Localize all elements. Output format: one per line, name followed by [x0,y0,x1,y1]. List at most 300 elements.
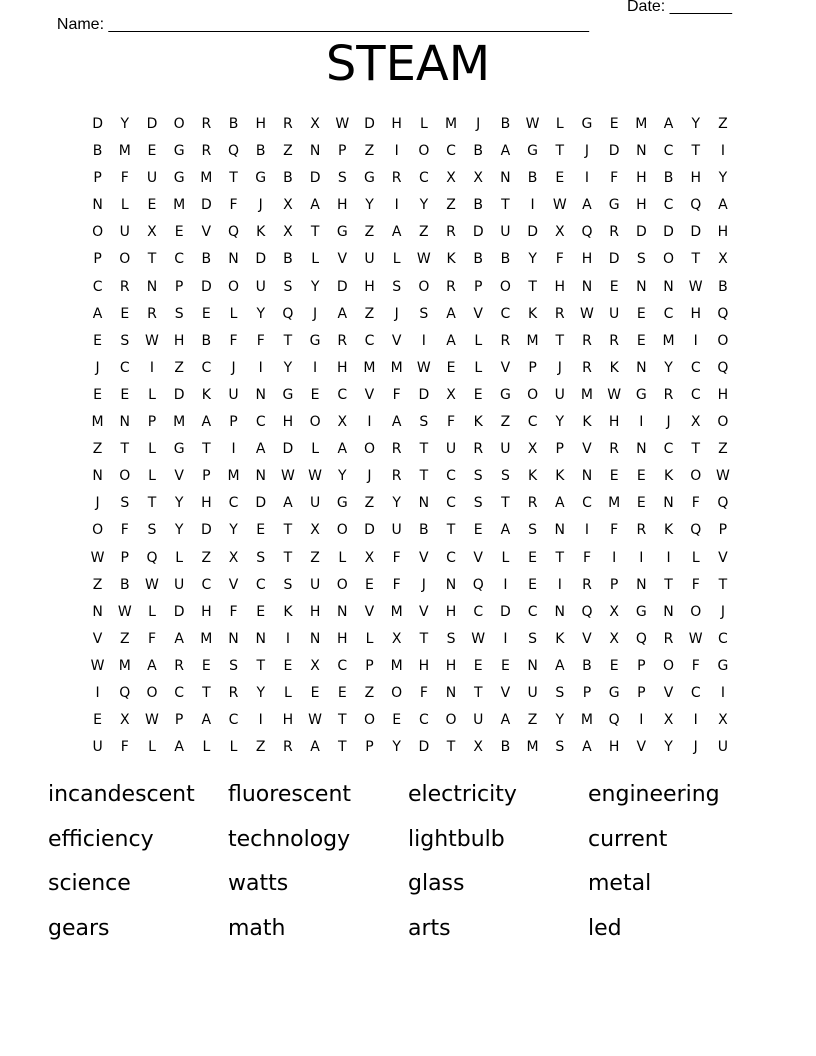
grid-letter: I [367,414,372,431]
grid-letter: G [255,170,267,187]
grid-letter: E [147,197,157,214]
grid-letter: Z [310,549,320,566]
grid-letter: O [418,143,430,160]
grid-letter: W [552,197,567,214]
grid-letter: M [200,630,213,647]
grid-letter: L [501,549,510,566]
grid-letter: K [663,522,674,539]
grid-letter: L [229,305,238,322]
grid-letter: S [528,522,538,539]
grid-letter: X [147,224,157,241]
grid-letter: Q [717,495,729,512]
grid-letter: K [582,414,592,431]
grid-letter: L [365,630,374,647]
grid-letter: O [336,522,348,539]
grid-letter: K [256,224,266,241]
grid-letter: Y [256,684,265,701]
grid-letter: C [418,170,429,187]
grid-letter: L [392,251,401,268]
grid-letter: G [282,386,294,403]
grid-letter: M [580,386,594,403]
grid-letter: R [636,522,647,539]
grid-letter: E [147,143,157,160]
grid-letter: M [526,739,539,756]
grid-letter: R [663,630,674,647]
grid-letter: C [255,576,266,593]
grid-letter: Q [581,603,593,620]
grid-letter: F [447,414,456,431]
grid-letter: E [473,386,483,403]
grid-letter: C [174,684,185,701]
grid-letter: E [337,684,347,701]
grid-letter: T [501,197,510,214]
grid-letter: I [720,143,725,160]
grid-letter: Y [338,468,347,485]
word-list-item: watts [228,871,289,896]
word-list-item: engineering [588,782,720,807]
grid-letter: U [309,495,321,512]
grid-letter: F [610,170,619,187]
grid-letter: F [691,576,700,593]
grid-letter: U [554,386,565,403]
grid-letter: R [582,359,592,376]
grid-letter: L [202,739,211,756]
grid-letter: Y [718,170,728,187]
grid-letter: R [283,116,293,132]
grid-letter: X [527,441,538,458]
grid-letter: S [500,468,510,485]
grid-letter: I [584,522,590,539]
grid-letter: P [229,414,238,431]
grid-letter: T [283,549,293,566]
grid-letter: P [338,143,347,160]
grid-letter: E [310,386,320,403]
grid-letter: M [390,657,403,674]
grid-letter: P [637,684,646,701]
grid-letter: F [229,332,238,349]
grid-letter: D [255,495,267,512]
grid-letter: G [527,143,539,160]
grid-letter: G [608,684,620,701]
grid-letter: A [391,414,402,431]
grid-letter: B [283,170,293,187]
grid-letter: H [717,224,729,241]
grid-letter: N [663,603,674,620]
grid-letter: N [554,603,566,620]
grid-letter: K [283,603,293,620]
grid-letter: I [313,359,318,376]
grid-letter: J [557,359,562,376]
grid-letter: E [609,278,619,295]
grid-letter: F [392,549,401,566]
grid-letter: M [390,359,403,376]
grid-letter: E [310,684,320,701]
grid-letter: T [691,251,700,268]
grid-letter: T [446,739,456,756]
grid-letter: A [500,143,511,160]
grid-letter: Y [664,739,673,756]
grid-letter: L [229,739,238,756]
grid-letter: P [528,359,537,376]
grid-letter: J [394,305,399,322]
grid-letter: K [528,305,538,322]
grid-letter: M [390,603,403,620]
grid-letter: S [555,739,565,756]
grid-letter: X [446,386,456,403]
grid-letter: N [445,684,457,701]
grid-letter: F [392,386,401,403]
grid-letter: E [446,359,456,376]
grid-letter: T [528,278,537,295]
grid-letter: I [557,576,562,593]
grid-letter: Z [92,441,103,458]
grid-letter: E [609,468,619,485]
word-list [48,778,768,956]
grid-letter: N [500,170,511,187]
grid-letter: O [663,251,675,268]
grid-letter: R [119,278,130,295]
word-list-item: technology [228,826,351,852]
grid-letter: X [718,251,728,268]
grid-letter: X [310,116,320,132]
grid-letter: V [419,603,429,620]
grid-letter: Q [635,630,647,647]
word-list-item: science [48,871,131,896]
grid-letter: T [283,332,293,349]
grid-letter: U [309,576,321,593]
grid-letter: A [391,224,402,241]
grid-letter: N [228,251,239,268]
grid-letter: A [554,657,565,674]
grid-letter: R [663,386,674,403]
grid-letter: O [119,468,131,485]
grid-letter: Y [392,739,401,756]
grid-letter: I [95,684,100,701]
grid-letter: O [690,603,702,620]
grid-letter: C [446,143,456,160]
grid-letter: O [418,278,430,295]
grid-letter: E [201,657,211,674]
grid-letter: E [93,332,103,349]
grid-letter: Y [120,116,130,132]
grid-letter: O [717,414,729,431]
grid-letter: X [119,712,130,729]
grid-letter: G [173,143,185,160]
grid-letter: W [308,712,323,729]
grid-letter: R [609,224,620,241]
grid-letter: N [636,278,647,295]
grid-letter: N [309,630,321,647]
word-list-item: math [228,915,286,941]
grid-letter: S [473,495,483,512]
grid-letter: S [337,170,347,187]
grid-letter: I [584,170,590,187]
grid-letter: K [555,630,565,647]
grid-letter: N [255,630,266,647]
grid-letter: E [93,386,103,403]
grid-letter: P [174,278,184,295]
grid-letter: A [310,739,320,756]
grid-letter: C [446,495,456,512]
grid-letter: Q [690,197,702,214]
grid-letter: X [446,170,456,187]
grid-letter: W [416,251,431,268]
grid-letter: B [718,278,728,295]
grid-letter: M [363,359,376,376]
grid-letter: U [445,441,457,458]
grid-letter: W [688,630,703,647]
grid-letter: Y [283,359,293,376]
grid-letter: H [173,332,185,349]
grid-letter: T [718,576,728,593]
grid-letter: H [690,170,701,187]
grid-letter: Z [364,495,375,512]
grid-letter: N [92,197,103,214]
grid-letter: R [147,305,157,322]
grid-letter: Y [691,116,700,132]
grid-letter: D [690,224,702,241]
grid-letter: E [636,495,646,512]
grid-letter: L [691,549,700,566]
grid-letter: E [636,468,646,485]
grid-letter: Z [92,576,103,593]
grid-letter: G [499,386,511,403]
letter-grid [84,114,737,764]
grid-letter: M [200,170,213,187]
grid-letter: B [527,170,538,187]
grid-letter: L [474,359,483,376]
grid-letter: C [527,603,538,620]
grid-letter: J [476,116,481,132]
grid-letter: X [283,224,293,241]
grid-letter: R [228,684,239,701]
grid-letter: Z [364,305,375,322]
grid-letter: W [308,468,323,485]
grid-letter: N [337,603,348,620]
grid-letter: V [228,576,239,593]
grid-letter: T [147,495,157,512]
grid-letter: C [119,359,130,376]
grid-letter: F [691,657,700,674]
grid-letter: O [527,386,539,403]
word-list-item: gears [48,915,110,941]
grid-letter: B [255,143,266,160]
grid-letter: H [391,116,402,132]
grid-letter: I [612,549,617,566]
grid-letter: I [231,441,236,458]
grid-letter: T [202,684,211,701]
grid-letter: J [693,739,698,756]
page-title: STEAM [325,36,491,92]
grid-letter: K [473,414,483,431]
grid-letter: N [255,468,266,485]
grid-letter: E [392,712,402,729]
grid-letter: E [93,712,103,729]
grid-letter: O [336,576,348,593]
grid-letter: A [582,197,592,214]
word-list-item: fluorescent [228,782,352,807]
grid-letter: B [473,251,484,268]
grid-letter: T [120,441,130,458]
grid-letter: N [636,359,647,376]
grid-letter: V [174,468,184,485]
grid-letter: Y [365,197,374,214]
grid-letter: N [255,386,266,403]
grid-letter: F [610,522,619,539]
grid-letter: A [310,197,320,214]
grid-letter: R [582,576,592,593]
grid-letter: H [636,170,647,187]
grid-letter: S [120,332,130,349]
grid-letter: T [256,657,265,674]
grid-letter: L [419,116,428,132]
grid-letter: N [92,603,103,620]
grid-letter: S [174,305,184,322]
grid-letter: V [663,684,674,701]
grid-letter: D [200,197,212,214]
grid-letter: L [338,549,347,566]
grid-letter: O [146,684,158,701]
grid-letter: S [120,495,130,512]
grid-letter: I [285,630,290,647]
grid-letter: Z [364,684,375,701]
grid-letter: U [364,251,375,268]
grid-letter: E [283,657,293,674]
grid-letter: V [582,630,592,647]
grid-letter: E [609,116,619,132]
grid-letter: O [92,522,104,539]
grid-letter: W [607,386,622,403]
grid-letter: G [635,386,647,403]
grid-letter: W [145,576,159,593]
grid-letter: D [309,170,321,187]
grid-letter: B [500,739,511,756]
grid-letter: E [256,603,266,620]
grid-letter: C [337,386,348,403]
grid-letter: A [446,332,456,349]
grid-letter: E [365,576,374,593]
grid-letter: S [229,657,238,674]
grid-letter: C [255,414,266,431]
grid-letter: G [336,495,348,512]
grid-letter: N [636,143,647,160]
grid-letter: A [500,712,511,729]
grid-letter: V [636,739,647,756]
grid-letter: Y [256,305,265,322]
grid-letter: E [528,549,538,566]
grid-letter: X [310,522,320,539]
grid-letter: F [120,522,129,539]
grid-letter: Q [228,143,240,160]
grid-letter: H [255,116,266,132]
word-list-item: incandescent [48,782,195,807]
grid-letter: X [473,739,484,756]
grid-letter: H [636,197,647,214]
grid-letter: K [528,468,538,485]
grid-letter: H [445,657,457,674]
grid-letter: E [174,224,184,241]
grid-letter: D [364,522,375,539]
grid-letter: O [92,224,104,241]
grid-letter: A [718,197,728,214]
grid-letter: P [582,684,592,701]
grid-letter: M [526,332,539,349]
grid-letter: S [256,549,266,566]
grid-letter: X [663,712,674,729]
grid-letter: A [554,495,565,512]
grid-letter: Q [690,522,702,539]
grid-letter: F [229,197,238,214]
grid-letter: D [336,278,348,295]
grid-letter: C [228,712,239,729]
grid-letter: Z [718,441,728,458]
grid-letter: I [258,712,263,729]
word-list-item: led [588,915,622,941]
grid-letter: U [228,386,239,403]
grid-letter: H [608,739,620,756]
grid-letter: R [500,332,511,349]
grid-letter: D [418,739,430,756]
grid-letter: F [691,495,700,512]
grid-letter: P [93,170,102,187]
grid-letter: Q [472,576,484,593]
grid-letter: H [201,603,212,620]
grid-letter: F [419,684,428,701]
word-list-item: metal [588,871,652,896]
grid-letter: B [663,170,674,187]
grid-letter: X [554,224,565,241]
grid-letter: V [718,549,728,566]
grid-letter: A [147,657,157,674]
grid-letter: W [471,630,486,647]
grid-letter: F [147,630,156,647]
grid-letter: A [663,116,674,132]
grid-letter: L [120,197,129,214]
grid-letter: R [391,170,402,187]
grid-letter: Y [310,278,320,295]
grid-letter: Z [201,549,212,566]
grid-letter: C [663,197,674,214]
grid-letter: S [147,522,157,539]
grid-letter: X [391,630,402,647]
grid-letter: G [336,224,348,241]
grid-letter: R [391,468,402,485]
grid-letter: R [527,495,538,512]
grid-letter: T [446,522,456,539]
grid-letter: O [391,684,403,701]
grid-letter: Q [228,224,240,241]
grid-letter: L [148,386,156,403]
grid-letter: O [499,278,511,295]
grid-letter: D [527,224,538,241]
grid-letter: B [283,251,293,268]
grid-letter: N [636,576,647,593]
grid-letter: S [283,576,293,593]
grid-letter: L [311,441,319,458]
grid-letter: M [173,197,186,214]
grid-letter: O [663,657,675,674]
grid-letter: V [391,332,402,349]
grid-letter: V [364,386,375,403]
grid-letter: S [283,278,293,295]
grid-letter: X [310,657,320,674]
grid-letter: D [200,522,212,539]
grid-letter: P [637,657,646,674]
grid-letter: I [258,359,263,376]
grid-letter: F [582,549,591,566]
grid-letter: N [636,441,647,458]
grid-letter: O [309,414,321,431]
